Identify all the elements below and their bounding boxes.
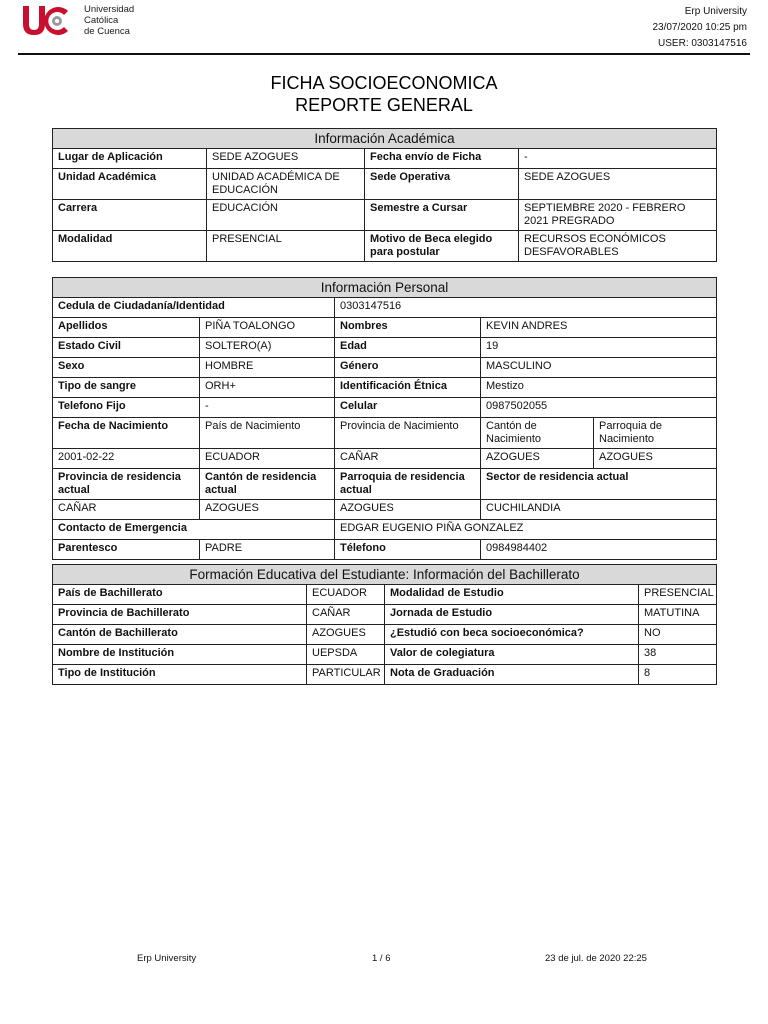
field-value: 0303147516	[335, 298, 717, 318]
field-value: UNIDAD ACADÉMICA DE EDUCACIÓN	[207, 169, 365, 200]
field-value: AZOGUES	[307, 625, 385, 645]
academic-info-table	[52, 128, 717, 262]
field-label: Semestre a Cursar	[365, 200, 519, 231]
field-label: Género	[335, 358, 481, 378]
header-meta	[652, 4, 747, 52]
table-row	[53, 149, 717, 169]
field-value: 19	[481, 338, 717, 358]
table-row	[53, 398, 717, 418]
report-title-line-2: REPORTE GENERAL	[295, 95, 473, 115]
table-row	[53, 500, 717, 520]
high-school-info-table	[52, 564, 717, 685]
high-school-info-heading: Formación Educativa del Estudiante: Información del Bachillerato	[53, 565, 717, 585]
field-label: Nombres	[335, 318, 481, 338]
logo-line-1: Universidad	[84, 4, 135, 15]
field-label: Modalidad de Estudio	[385, 585, 639, 605]
field-label: País de Nacimiento	[200, 418, 335, 449]
table-row	[53, 625, 717, 645]
field-value: EDUCACIÓN	[207, 200, 365, 231]
field-value: CAÑAR	[307, 605, 385, 625]
field-value: PARTICULAR	[307, 665, 385, 685]
field-value: ORH+	[200, 378, 335, 398]
logo-wordmark	[84, 4, 134, 37]
table-row	[53, 200, 717, 231]
table-row	[53, 665, 717, 685]
field-label: Cantón de Bachillerato	[53, 625, 307, 645]
logo-line-2: Católica	[84, 15, 119, 26]
field-value: CAÑAR	[53, 500, 200, 520]
field-label: Jornada de Estudio	[385, 605, 639, 625]
field-label: Parroquia de residencia actual	[335, 469, 481, 500]
field-label: Apellidos	[53, 318, 200, 338]
table-row	[53, 169, 717, 200]
field-label: País de Bachillerato	[53, 585, 307, 605]
field-value: 2001-02-22	[53, 449, 200, 469]
field-label: Provincia de residencia actual	[53, 469, 200, 500]
field-label: Sexo	[53, 358, 200, 378]
field-label: Sector de residencia actual	[481, 469, 717, 500]
field-label: Modalidad	[53, 231, 207, 262]
field-value: HOMBRE	[200, 358, 335, 378]
table-row	[53, 520, 717, 540]
table-row	[53, 338, 717, 358]
field-label: Cedula de Ciudadanía/Identidad	[53, 298, 335, 318]
field-value: SEDE AZOGUES	[207, 149, 365, 169]
field-label: Contacto de Emergencia	[53, 520, 335, 540]
personal-info-table	[52, 277, 717, 560]
field-value: PRESENCIAL	[639, 585, 717, 605]
field-value: PRESENCIAL	[207, 231, 365, 262]
footer-app-name: Erp University	[137, 953, 197, 964]
university-logo	[20, 2, 160, 40]
field-value: CAÑAR	[335, 449, 481, 469]
field-value: NO	[639, 625, 717, 645]
field-value: PIÑA TOALONGO	[200, 318, 335, 338]
field-value: KEVIN ANDRES	[481, 318, 717, 338]
field-label: Cantón de residencia actual	[200, 469, 335, 500]
university-logo-icon	[20, 2, 78, 40]
field-label: Tipo de Institución	[53, 665, 307, 685]
field-value: 38	[639, 645, 717, 665]
footer-datetime: 23 de jul. de 2020 22:25	[545, 953, 647, 964]
field-label: Identificación Étnica	[335, 378, 481, 398]
academic-info-heading: Información Académica	[53, 129, 717, 149]
field-label: Cantón de Nacimiento	[481, 418, 594, 449]
field-value: AZOGUES	[481, 449, 594, 469]
header-divider	[18, 53, 750, 55]
table-row	[53, 449, 717, 469]
page-header	[0, 0, 768, 56]
field-value: EDGAR EUGENIO PIÑA GONZALEZ	[335, 520, 717, 540]
field-label: Carrera	[53, 200, 207, 231]
field-label: Unidad Académica	[53, 169, 207, 200]
field-label: Estado Civil	[53, 338, 200, 358]
field-value: SEDE AZOGUES	[519, 169, 717, 200]
app-name: Erp University	[684, 6, 747, 17]
field-label: Edad	[335, 338, 481, 358]
field-value: SEPTIEMBRE 2020 - FEBRERO 2021 PREGRADO	[519, 200, 717, 231]
report-title-line-1: FICHA SOCIOECONOMICA	[270, 73, 498, 93]
field-label: Provincia de Nacimiento	[335, 418, 481, 449]
table-row	[53, 318, 717, 338]
field-value: 0984984402	[481, 540, 717, 560]
field-label: Nombre de Institución	[53, 645, 307, 665]
field-label: Valor de colegiatura	[385, 645, 639, 665]
field-label: Lugar de Aplicación	[53, 149, 207, 169]
field-value: ECUADOR	[200, 449, 335, 469]
field-value: -	[200, 398, 335, 418]
field-label: Provincia de Bachillerato	[53, 605, 307, 625]
field-label: Fecha envío de Ficha	[365, 149, 519, 169]
field-value: -	[519, 149, 717, 169]
field-label: Motivo de Beca elegido para postular	[365, 231, 519, 262]
table-row	[53, 298, 717, 318]
field-value: UEPSDA	[307, 645, 385, 665]
field-value: AZOGUES	[200, 500, 335, 520]
field-value: CUCHILANDIA	[481, 500, 717, 520]
field-value: AZOGUES	[335, 500, 481, 520]
field-label: Tipo de sangre	[53, 378, 200, 398]
table-row	[53, 585, 717, 605]
field-value: ECUADOR	[307, 585, 385, 605]
report-title	[0, 72, 768, 116]
print-datetime: 23/07/2020 10:25 pm	[652, 22, 747, 33]
table-row	[53, 418, 717, 449]
field-value: RECURSOS ECONÓMICOS DESFAVORABLES	[519, 231, 717, 262]
field-label: Telefono Fijo	[53, 398, 200, 418]
field-value: MASCULINO	[481, 358, 717, 378]
field-value: SOLTERO(A)	[200, 338, 335, 358]
table-row	[53, 358, 717, 378]
table-row	[53, 378, 717, 398]
field-label: ¿Estudió con beca socioeconómica?	[385, 625, 639, 645]
field-value: AZOGUES	[594, 449, 717, 469]
field-value: MATUTINA	[639, 605, 717, 625]
field-value: 8	[639, 665, 717, 685]
field-label: Télefono	[335, 540, 481, 560]
field-label: Celular	[335, 398, 481, 418]
table-row	[53, 605, 717, 625]
page-number: 1 / 6	[372, 953, 391, 964]
logo-line-3: de Cuenca	[84, 26, 130, 37]
field-label: Nota de Graduación	[385, 665, 639, 685]
personal-info-heading: Información Personal	[53, 278, 717, 298]
field-label: Parroquia de Nacimiento	[594, 418, 717, 449]
table-row	[53, 231, 717, 262]
field-label: Sede Operativa	[365, 169, 519, 200]
field-value: PADRE	[200, 540, 335, 560]
table-row	[53, 469, 717, 500]
field-label: Parentesco	[53, 540, 200, 560]
field-value: 0987502055	[481, 398, 717, 418]
field-label: Fecha de Nacimiento	[53, 418, 200, 449]
table-row	[53, 645, 717, 665]
table-row	[53, 540, 717, 560]
field-value: Mestizo	[481, 378, 717, 398]
user-id: USER: 0303147516	[658, 38, 747, 49]
